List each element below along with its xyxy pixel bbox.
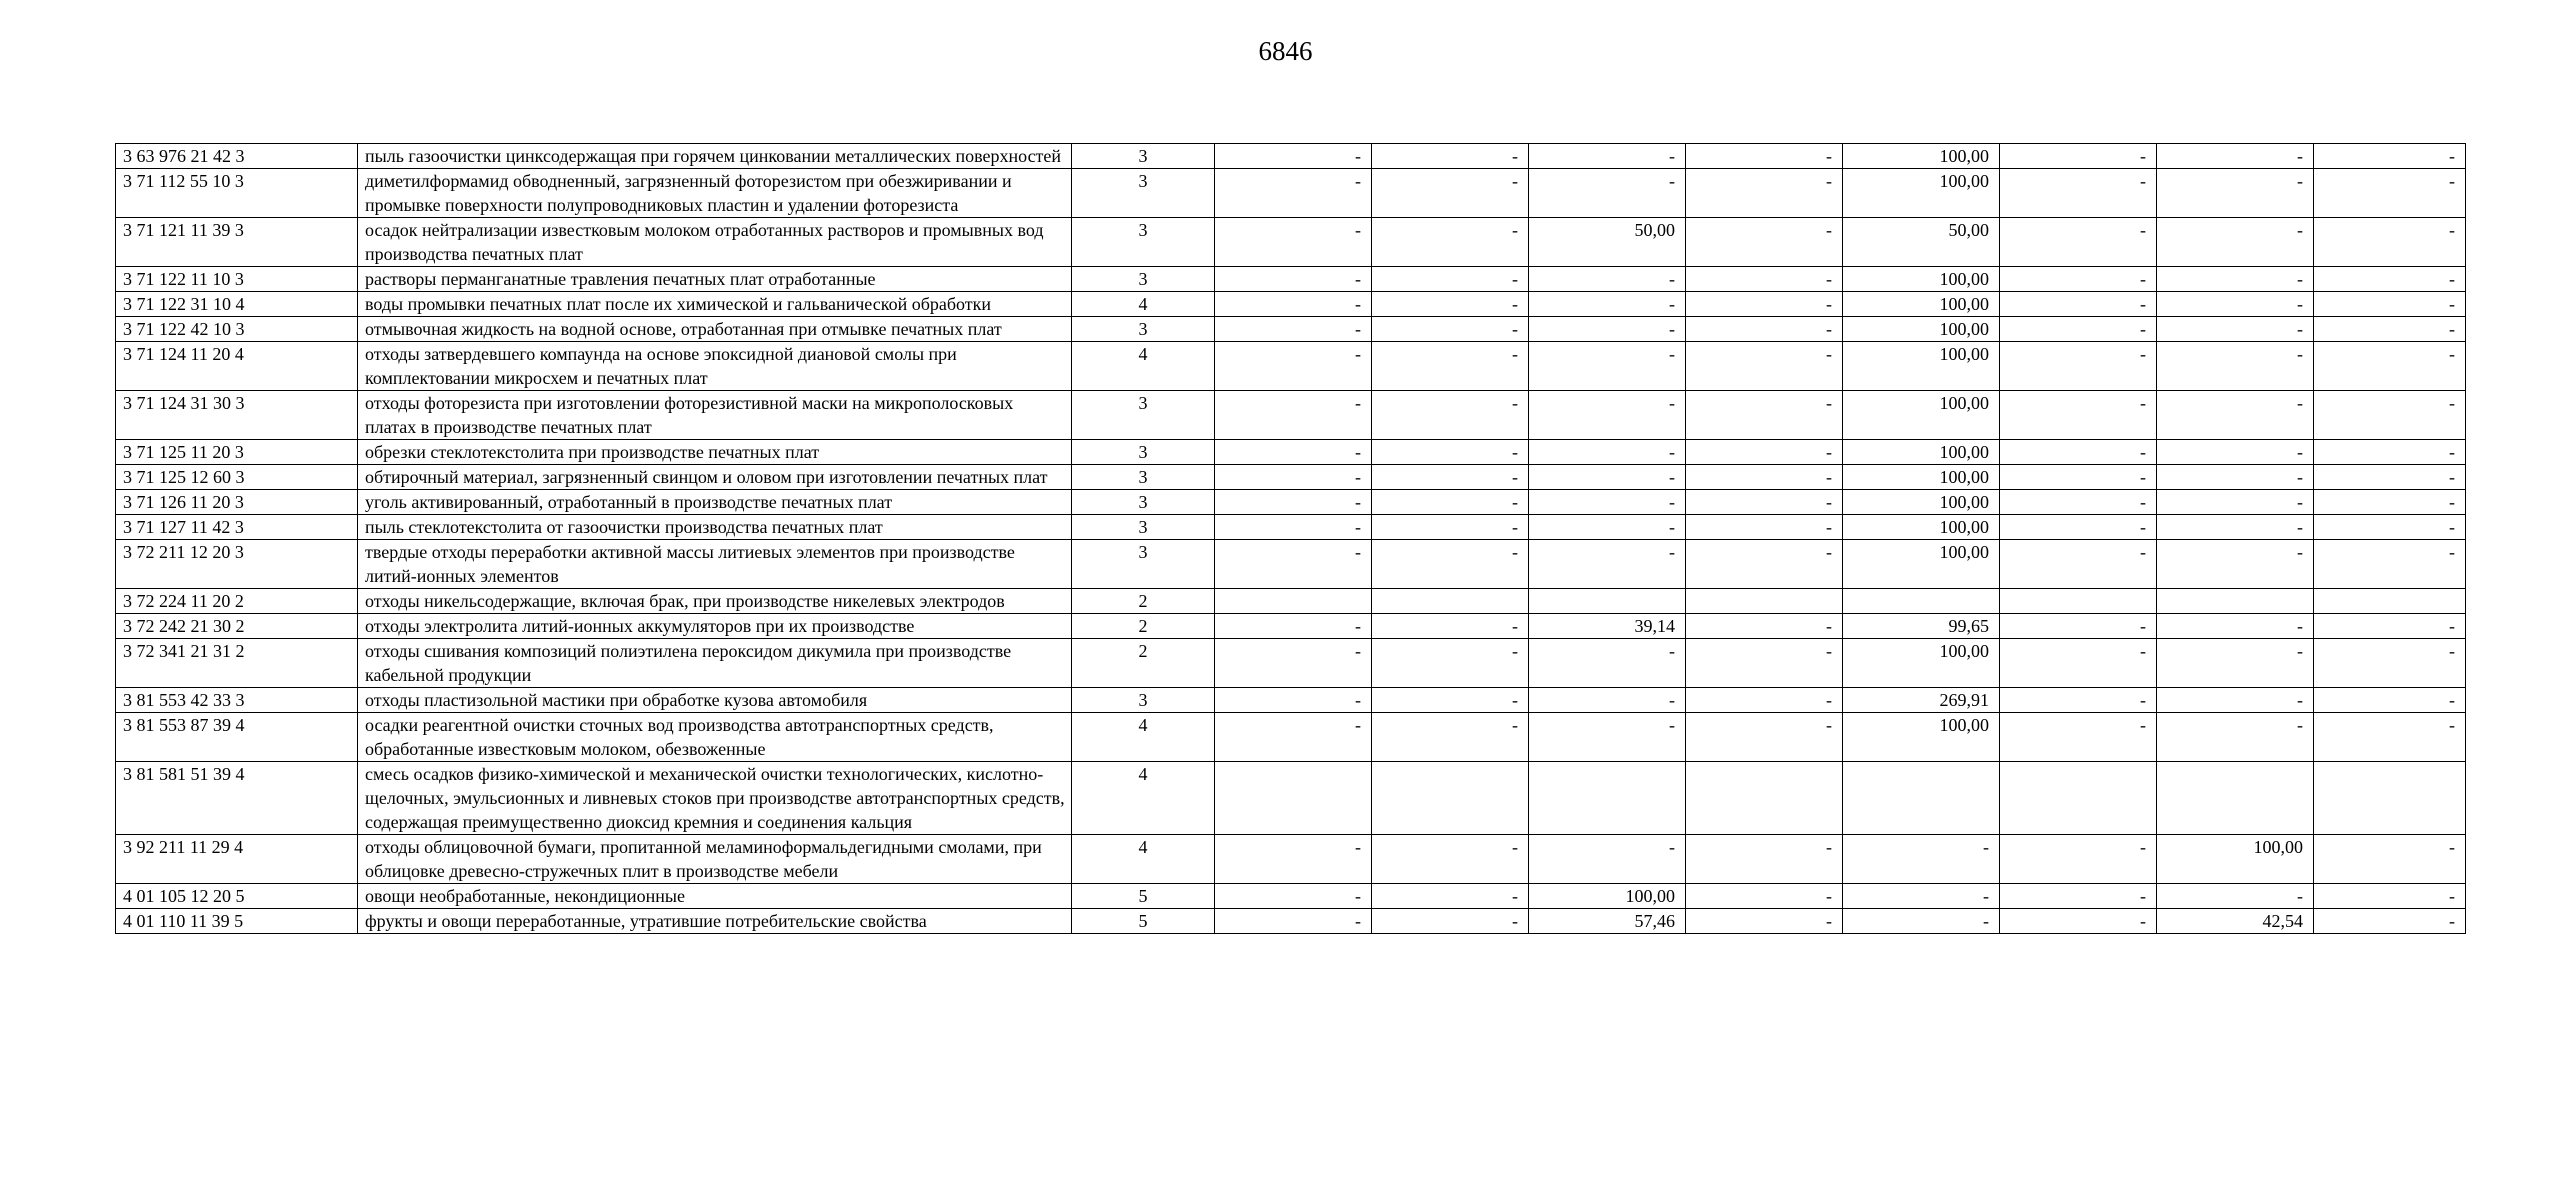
waste-name-cell: отмывочная жидкость на водной основе, отработанная при отмывке печатных плат (358, 317, 1072, 342)
table-row (116, 688, 2466, 713)
value-cell (1686, 762, 1843, 835)
value-cell: - (2314, 267, 2466, 292)
table-row (116, 614, 2466, 639)
value-cell (1529, 589, 1686, 614)
waste-code-cell: 3 71 122 42 10 3 (116, 317, 358, 342)
waste-code-cell: 3 71 125 11 20 3 (116, 440, 358, 465)
value-cell: - (2157, 639, 2314, 688)
value-cell: 42,54 (2157, 909, 2314, 934)
waste-code-cell: 3 81 553 87 39 4 (116, 713, 358, 762)
value-cell: 100,00 (2157, 835, 2314, 884)
value-cell: - (2314, 440, 2466, 465)
value-cell: 50,00 (1843, 218, 2000, 267)
table-row (116, 391, 2466, 440)
hazard-class-cell: 2 (1072, 614, 1215, 639)
value-cell: - (1686, 169, 1843, 218)
value-cell: 100,00 (1843, 440, 2000, 465)
value-cell: - (1215, 540, 1372, 589)
value-cell: - (1215, 614, 1372, 639)
value-cell: - (1529, 292, 1686, 317)
table-row (116, 465, 2466, 490)
waste-name-cell: фрукты и овощи переработанные, утратившие потребительские свойства (358, 909, 1072, 934)
table-row (116, 267, 2466, 292)
value-cell: - (1843, 835, 2000, 884)
value-cell: - (1372, 440, 1529, 465)
value-cell: 100,00 (1843, 713, 2000, 762)
value-cell: - (1372, 884, 1529, 909)
waste-classification-table (115, 143, 2466, 934)
value-cell (1843, 589, 2000, 614)
value-cell: - (1529, 267, 1686, 292)
value-cell: - (1372, 688, 1529, 713)
value-cell: - (2000, 909, 2157, 934)
value-cell: - (2000, 688, 2157, 713)
waste-code-cell: 3 71 125 12 60 3 (116, 465, 358, 490)
value-cell: - (2000, 342, 2157, 391)
value-cell: - (1529, 465, 1686, 490)
hazard-class-cell: 3 (1072, 440, 1215, 465)
table-row (116, 909, 2466, 934)
waste-code-cell: 3 71 112 55 10 3 (116, 169, 358, 218)
hazard-class-cell: 5 (1072, 909, 1215, 934)
value-cell: - (2000, 292, 2157, 317)
waste-code-cell: 4 01 110 11 39 5 (116, 909, 358, 934)
value-cell: - (2157, 884, 2314, 909)
hazard-class-cell: 2 (1072, 639, 1215, 688)
value-cell: - (2157, 490, 2314, 515)
value-cell: - (1215, 342, 1372, 391)
value-cell: - (2314, 490, 2466, 515)
value-cell (2314, 762, 2466, 835)
value-cell: - (2314, 218, 2466, 267)
value-cell: - (1215, 440, 1372, 465)
waste-name-cell: смесь осадков физико-химической и механической очистки технологических, кислотно-щелочных, эмульсионных и ливневых стоков при производстве автотранспортных средств, содержащая преимущественно диоксид кремния и соединения кальция (358, 762, 1072, 835)
value-cell: - (1529, 342, 1686, 391)
value-cell: - (1372, 465, 1529, 490)
value-cell: - (1372, 267, 1529, 292)
value-cell: - (1686, 440, 1843, 465)
waste-code-cell: 3 72 224 11 20 2 (116, 589, 358, 614)
value-cell: - (1372, 490, 1529, 515)
value-cell: 100,00 (1843, 169, 2000, 218)
value-cell: 100,00 (1843, 391, 2000, 440)
value-cell: - (1372, 614, 1529, 639)
value-cell: - (2157, 465, 2314, 490)
waste-code-cell: 3 72 242 21 30 2 (116, 614, 358, 639)
value-cell: - (2157, 540, 2314, 589)
value-cell: - (1372, 835, 1529, 884)
waste-name-cell: отходы пластизольной мастики при обработке кузова автомобиля (358, 688, 1072, 713)
waste-code-cell: 3 71 127 11 42 3 (116, 515, 358, 540)
value-cell: - (2157, 342, 2314, 391)
waste-code-cell: 4 01 105 12 20 5 (116, 884, 358, 909)
value-cell: - (2000, 465, 2157, 490)
value-cell: - (1686, 688, 1843, 713)
hazard-class-cell: 3 (1072, 218, 1215, 267)
value-cell: - (2314, 169, 2466, 218)
value-cell: - (1215, 218, 1372, 267)
value-cell: - (2000, 614, 2157, 639)
value-cell: - (1372, 169, 1529, 218)
value-cell: - (2314, 342, 2466, 391)
value-cell: - (1372, 515, 1529, 540)
hazard-class-cell: 3 (1072, 515, 1215, 540)
value-cell: - (2314, 884, 2466, 909)
value-cell: 100,00 (1843, 317, 2000, 342)
waste-name-cell: осадки реагентной очистки сточных вод производства автотранспортных средств, обработанные известковым молоком, обезвоженные (358, 713, 1072, 762)
table-row (116, 639, 2466, 688)
value-cell: - (1215, 144, 1372, 169)
hazard-class-cell: 3 (1072, 465, 1215, 490)
value-cell: - (1372, 218, 1529, 267)
waste-code-cell: 3 81 581 51 39 4 (116, 762, 358, 835)
value-cell (2000, 762, 2157, 835)
value-cell: - (1215, 639, 1372, 688)
value-cell: - (1686, 292, 1843, 317)
value-cell: - (2314, 713, 2466, 762)
value-cell (2000, 589, 2157, 614)
waste-name-cell: обрезки стеклотекстолита при производстве печатных плат (358, 440, 1072, 465)
waste-name-cell: отходы никельсодержащие, включая брак, при производстве никелевых электродов (358, 589, 1072, 614)
value-cell: - (2000, 835, 2157, 884)
hazard-class-cell: 3 (1072, 169, 1215, 218)
value-cell: - (2000, 218, 2157, 267)
value-cell: - (1372, 713, 1529, 762)
value-cell: - (1529, 639, 1686, 688)
table-row (116, 169, 2466, 218)
waste-name-cell: осадок нейтрализации известковым молоком отработанных растворов и промывных вод производства печатных плат (358, 218, 1072, 267)
waste-name-cell: обтирочный материал, загрязненный свинцом и оловом при изготовлении печатных плат (358, 465, 1072, 490)
value-cell: - (1686, 515, 1843, 540)
value-cell: - (1215, 169, 1372, 218)
value-cell: - (2314, 639, 2466, 688)
waste-name-cell: диметилформамид обводненный, загрязненный фоторезистом при обезжиривании и промывке поверхности полупроводниковых пластин и удалении фоторезиста (358, 169, 1072, 218)
value-cell: - (1686, 144, 1843, 169)
value-cell (1215, 762, 1372, 835)
hazard-class-cell: 3 (1072, 391, 1215, 440)
value-cell: - (1372, 144, 1529, 169)
value-cell: - (1686, 218, 1843, 267)
waste-name-cell: пыль стеклотекстолита от газоочистки производства печатных плат (358, 515, 1072, 540)
value-cell: - (2157, 292, 2314, 317)
hazard-class-cell: 3 (1072, 144, 1215, 169)
value-cell: - (2314, 292, 2466, 317)
value-cell: - (1372, 639, 1529, 688)
table-row (116, 884, 2466, 909)
page-number: 6846 (1258, 36, 1313, 66)
value-cell: - (1215, 465, 1372, 490)
value-cell: - (2314, 688, 2466, 713)
waste-code-cell: 3 72 211 12 20 3 (116, 540, 358, 589)
value-cell: - (1529, 391, 1686, 440)
value-cell: - (2314, 391, 2466, 440)
value-cell: - (2157, 688, 2314, 713)
value-cell: 100,00 (1843, 292, 2000, 317)
waste-name-cell: воды промывки печатных плат после их химической и гальванической обработки (358, 292, 1072, 317)
value-cell: 57,46 (1529, 909, 1686, 934)
value-cell: - (1843, 884, 2000, 909)
value-cell (1686, 589, 1843, 614)
value-cell: - (1686, 540, 1843, 589)
hazard-class-cell: 4 (1072, 342, 1215, 391)
value-cell: - (2000, 515, 2157, 540)
waste-name-cell: отходы фоторезиста при изготовлении фоторезистивной маски на микрополосковых платах в производстве печатных плат (358, 391, 1072, 440)
value-cell: 50,00 (1529, 218, 1686, 267)
value-cell: - (2314, 540, 2466, 589)
value-cell: - (1529, 713, 1686, 762)
value-cell: - (2000, 144, 2157, 169)
table-row (116, 540, 2466, 589)
value-cell: - (1686, 391, 1843, 440)
value-cell (2157, 589, 2314, 614)
value-cell (2157, 762, 2314, 835)
value-cell: - (2157, 267, 2314, 292)
table-row (116, 342, 2466, 391)
value-cell: - (1686, 713, 1843, 762)
table-row (116, 490, 2466, 515)
table-row (116, 144, 2466, 169)
table-row (116, 292, 2466, 317)
value-cell: - (1372, 342, 1529, 391)
value-cell (1372, 762, 1529, 835)
value-cell: - (1529, 490, 1686, 515)
value-cell: - (2314, 465, 2466, 490)
value-cell: - (2314, 515, 2466, 540)
value-cell: - (1215, 391, 1372, 440)
value-cell: - (2314, 317, 2466, 342)
value-cell: - (1686, 317, 1843, 342)
hazard-class-cell: 4 (1072, 762, 1215, 835)
waste-code-cell: 3 71 124 11 20 4 (116, 342, 358, 391)
waste-name-cell: отходы сшивания композиций полиэтилена пероксидом дикумила при производстве кабельной продукции (358, 639, 1072, 688)
value-cell: 100,00 (1843, 267, 2000, 292)
waste-code-cell: 3 71 124 31 30 3 (116, 391, 358, 440)
value-cell: 100,00 (1843, 515, 2000, 540)
value-cell: - (2000, 540, 2157, 589)
value-cell: - (1686, 614, 1843, 639)
value-cell: - (2157, 169, 2314, 218)
value-cell: - (1529, 144, 1686, 169)
hazard-class-cell: 2 (1072, 589, 1215, 614)
waste-code-cell: 3 81 553 42 33 3 (116, 688, 358, 713)
value-cell: - (1529, 835, 1686, 884)
value-cell (1843, 762, 2000, 835)
value-cell: 100,00 (1843, 490, 2000, 515)
value-cell: - (2314, 909, 2466, 934)
value-cell: - (2000, 391, 2157, 440)
value-cell: - (1215, 515, 1372, 540)
value-cell: - (1529, 515, 1686, 540)
waste-code-cell: 3 71 122 11 10 3 (116, 267, 358, 292)
table-row (116, 317, 2466, 342)
value-cell: - (1686, 909, 1843, 934)
value-cell: - (1215, 490, 1372, 515)
value-cell: - (2157, 440, 2314, 465)
value-cell: - (2157, 713, 2314, 762)
value-cell: - (1372, 909, 1529, 934)
waste-code-cell: 3 71 121 11 39 3 (116, 218, 358, 267)
value-cell: - (1215, 292, 1372, 317)
value-cell: - (1215, 713, 1372, 762)
table-row (116, 713, 2466, 762)
waste-name-cell: отходы облицовочной бумаги, пропитанной меламиноформальдегидными смолами, при облицовке древесно-стружечных плит в производстве мебели (358, 835, 1072, 884)
value-cell: 39,14 (1529, 614, 1686, 639)
waste-code-cell: 3 63 976 21 42 3 (116, 144, 358, 169)
value-cell: - (1372, 540, 1529, 589)
value-cell: 100,00 (1843, 144, 2000, 169)
waste-name-cell: уголь активированный, отработанный в производстве печатных плат (358, 490, 1072, 515)
value-cell: - (2000, 490, 2157, 515)
waste-code-cell: 3 71 126 11 20 3 (116, 490, 358, 515)
waste-name-cell: растворы перманганатные травления печатных плат отработанные (358, 267, 1072, 292)
hazard-class-cell: 4 (1072, 292, 1215, 317)
value-cell: - (1529, 688, 1686, 713)
value-cell: 100,00 (1843, 540, 2000, 589)
hazard-class-cell: 4 (1072, 713, 1215, 762)
value-cell: - (2000, 713, 2157, 762)
value-cell: - (1372, 317, 1529, 342)
hazard-class-cell: 3 (1072, 540, 1215, 589)
value-cell: - (1372, 292, 1529, 317)
value-cell: - (2000, 317, 2157, 342)
value-cell: - (1529, 169, 1686, 218)
value-cell: - (2157, 391, 2314, 440)
value-cell: - (2000, 267, 2157, 292)
waste-code-cell: 3 92 211 11 29 4 (116, 835, 358, 884)
value-cell: 269,91 (1843, 688, 2000, 713)
value-cell: - (1215, 909, 1372, 934)
value-cell (1215, 589, 1372, 614)
value-cell: - (1686, 465, 1843, 490)
value-cell: - (2314, 144, 2466, 169)
value-cell: - (2157, 144, 2314, 169)
value-cell: - (1529, 440, 1686, 465)
value-cell: - (1215, 884, 1372, 909)
table-row (116, 835, 2466, 884)
value-cell: - (1215, 835, 1372, 884)
value-cell: 100,00 (1529, 884, 1686, 909)
value-cell: - (2000, 639, 2157, 688)
value-cell: - (1215, 267, 1372, 292)
value-cell: - (2314, 835, 2466, 884)
value-cell: - (1686, 342, 1843, 391)
value-cell: - (1686, 490, 1843, 515)
waste-code-cell: 3 71 122 31 10 4 (116, 292, 358, 317)
waste-name-cell: твердые отходы переработки активной массы литиевых элементов при производстве литий-ионных элементов (358, 540, 1072, 589)
waste-name-cell: овощи необработанные, некондиционные (358, 884, 1072, 909)
waste-name-cell: пыль газоочистки цинксодержащая при горячем цинковании металлических поверхностей (358, 144, 1072, 169)
value-cell: - (2157, 218, 2314, 267)
value-cell: - (2000, 884, 2157, 909)
value-cell: - (1686, 835, 1843, 884)
value-cell: - (1215, 317, 1372, 342)
value-cell: - (1529, 317, 1686, 342)
hazard-class-cell: 3 (1072, 267, 1215, 292)
value-cell: 99,65 (1843, 614, 2000, 639)
value-cell: - (1529, 540, 1686, 589)
hazard-class-cell: 5 (1072, 884, 1215, 909)
value-cell: - (1843, 909, 2000, 934)
hazard-class-cell: 4 (1072, 835, 1215, 884)
table-row (116, 515, 2466, 540)
table-row (116, 762, 2466, 835)
value-cell (2314, 589, 2466, 614)
value-cell: 100,00 (1843, 639, 2000, 688)
value-cell: - (2000, 169, 2157, 218)
value-cell: - (2157, 614, 2314, 639)
table-row (116, 218, 2466, 267)
hazard-class-cell: 3 (1072, 688, 1215, 713)
value-cell (1372, 589, 1529, 614)
table-body (116, 144, 2466, 934)
value-cell: - (2157, 515, 2314, 540)
value-cell: 100,00 (1843, 342, 2000, 391)
value-cell: - (2314, 614, 2466, 639)
waste-name-cell: отходы затвердевшего компаунда на основе эпоксидной диановой смолы при комплектовании микросхем и печатных плат (358, 342, 1072, 391)
waste-name-cell: отходы электролита литий-ионных аккумуляторов при их производстве (358, 614, 1072, 639)
hazard-class-cell: 3 (1072, 490, 1215, 515)
value-cell: - (1215, 688, 1372, 713)
value-cell: - (1686, 267, 1843, 292)
value-cell: 100,00 (1843, 465, 2000, 490)
table-row (116, 440, 2466, 465)
hazard-class-cell: 3 (1072, 317, 1215, 342)
value-cell: - (1686, 884, 1843, 909)
table-row (116, 589, 2466, 614)
waste-code-cell: 3 72 341 21 31 2 (116, 639, 358, 688)
value-cell: - (2157, 317, 2314, 342)
value-cell (1529, 762, 1686, 835)
value-cell: - (1686, 639, 1843, 688)
value-cell: - (1372, 391, 1529, 440)
value-cell: - (2000, 440, 2157, 465)
